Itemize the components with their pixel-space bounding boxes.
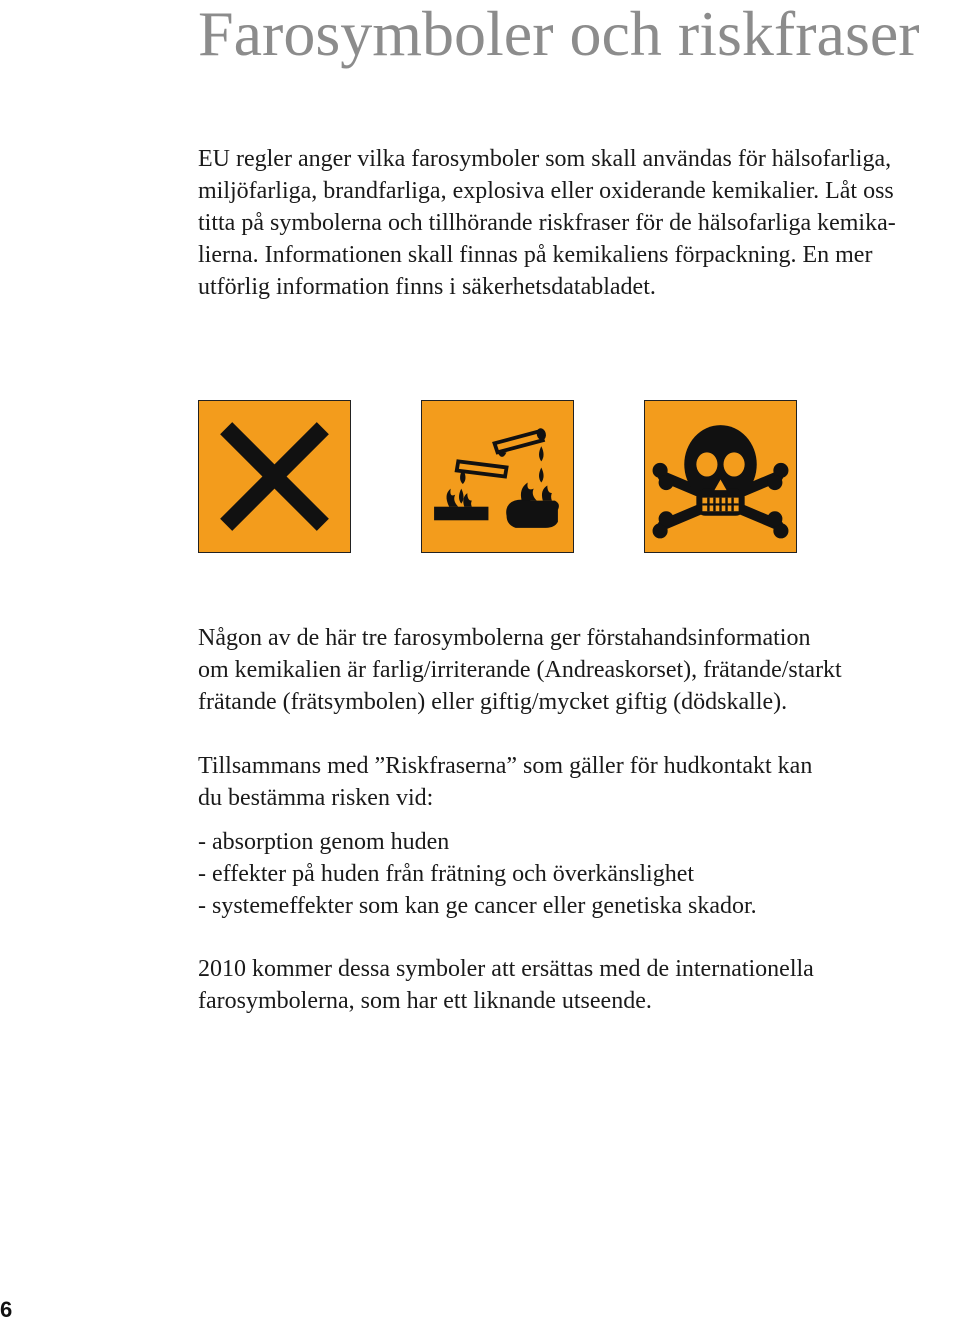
- future-paragraph: [198, 953, 958, 1017]
- andreas-cross-icon: [198, 400, 351, 553]
- intro-line: utförlig information finns i säkerhetsdatabladet.: [198, 274, 656, 300]
- list-item: - absorption genom huden: [198, 829, 450, 855]
- hazard-symbols-row: [198, 400, 798, 553]
- symbols-line: frätande (frätsymbolen) eller giftig/mycket giftig (dödskalle).: [198, 689, 788, 715]
- page-title: Farosymboler och riskfraser: [198, 0, 920, 69]
- intro-line: titta på symbolerna och tillhörande riskfraser för de hälsofarliga kemika-: [198, 210, 896, 236]
- symbols-line: Någon av de här tre farosymbolerna ger förstahandsinformation: [198, 625, 811, 651]
- riskfraser-paragraph: [198, 750, 958, 814]
- corrosive-icon: [421, 400, 574, 553]
- symbols-line: om kemikalien är farlig/irriterande (Andreaskorset), frätande/starkt: [198, 657, 842, 683]
- list-item: - systemeffekter som kan ge cancer eller genetiska skador.: [198, 893, 757, 919]
- riskfraser-line: Tillsammans med ”Riskfraserna” som gäller för hudkontakt kan: [198, 753, 813, 779]
- skull-crossbones-icon: [644, 400, 797, 553]
- intro-line: EU regler anger vilka farosymboler som skall användas för hälsofarliga,: [198, 146, 892, 172]
- symbols-paragraph: [198, 622, 958, 718]
- intro-paragraph: [198, 143, 958, 303]
- riskfraser-line: du bestämma risken vid:: [198, 785, 434, 811]
- future-line: farosymbolerna, som har ett liknande utseende.: [198, 988, 652, 1014]
- page-number: 6: [0, 1297, 13, 1322]
- intro-line: lierna. Informationen skall finnas på kemikaliens förpackning. En mer: [198, 242, 873, 268]
- future-line: 2010 kommer dessa symboler att ersättas med de internationella: [198, 956, 814, 982]
- intro-line: miljöfarliga, brandfarliga, explosiva eller oxiderande kemikalier. Låt oss: [198, 178, 894, 204]
- list-item: - effekter på huden från frätning och överkänslighet: [198, 861, 695, 887]
- risk-list: [198, 826, 958, 922]
